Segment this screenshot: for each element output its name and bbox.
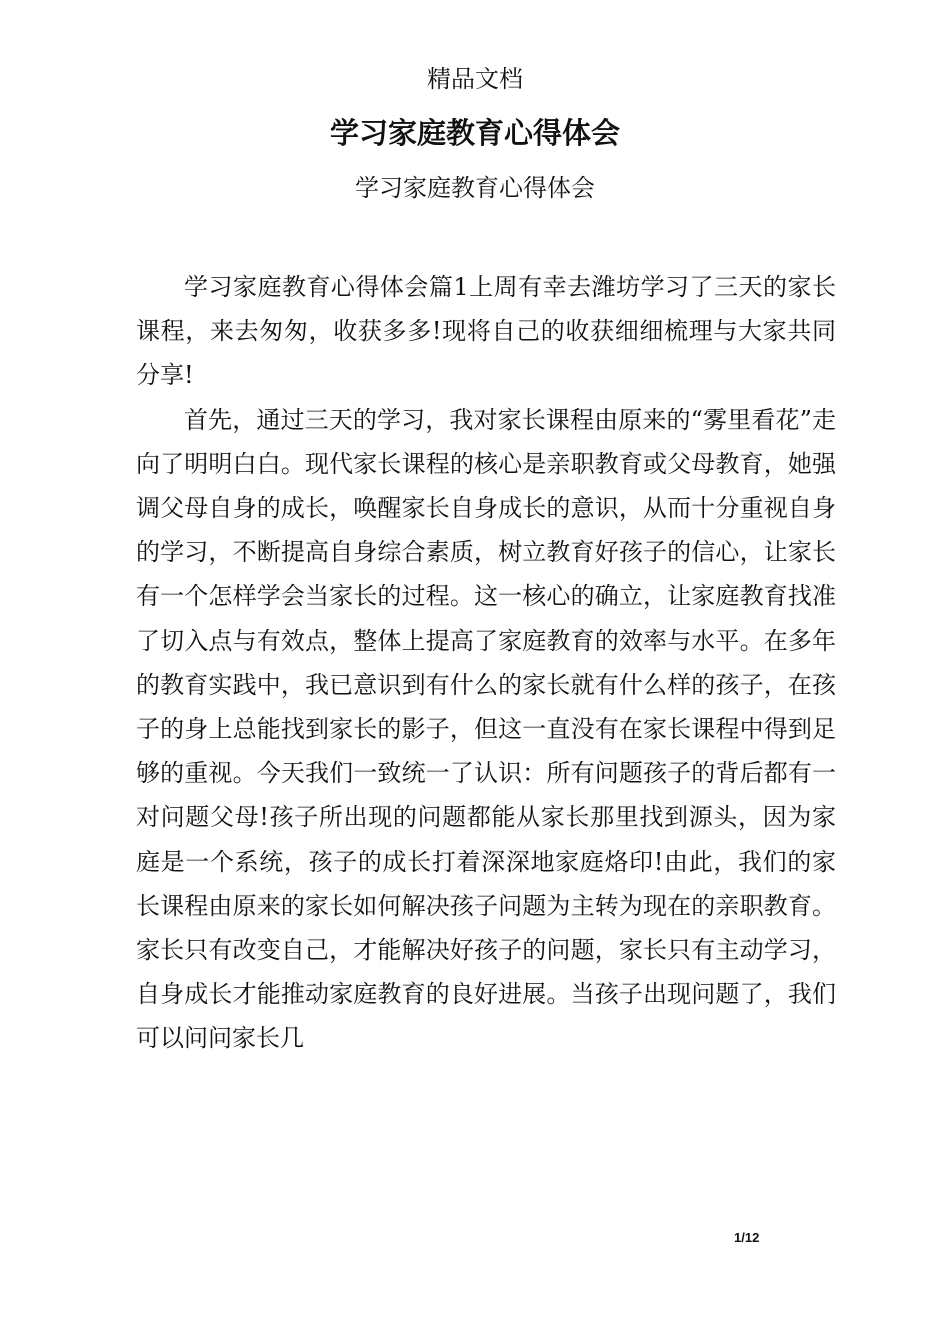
subtitle: 学习家庭教育心得体会 [355, 174, 595, 202]
header-label: 精品文档 [427, 65, 523, 93]
document-body [136, 265, 836, 1061]
page-number: 1/12 [734, 1230, 760, 1245]
paragraph-1: 学习家庭教育心得体会篇1上周有幸去潍坊学习了三天的家长课程，来去匆匆，收获多多!现将自己的收获细细梳理与大家共同分享! [136, 273, 836, 390]
page-title: 学习家庭教育心得体会 [329, 116, 620, 150]
paragraph-2: 首先，通过三天的学习，我对家长课程由原来的“雾里看花”走向了明明白白。现代家长课程的核心是亲职教育或父母教育，她强调父母自身的成长，唤醒家长自身成长的意识，从而十分重视自身的学习，不断提高自身综合素质，树立教育好孩子的信心，让家长有一个怎样学会当家长的过程。这一核心的确立，让家庭教育找准了切入点与有效点，整体上提高了家庭教育的效率与水平。在多年的教育实践中，我已意识到有什么的家长就有什么样的孩子，在孩子的身上总能找到家长的影子，但这一直没有在家长课程中得到足够的重视。今天我们一致统一了认识：所有问题孩子的背后都有一对问题父母!孩子所出现的问题都能从家长那里找到源头，因为家庭是一个系统，孩子的成长打着深深地家庭烙印!由此，我们的家长课程由原来的家长如何解决孩子问题为主转为现在的亲职教育。家长只有改变自己，才能解决好孩子的问题，家长只有主动学习，自身成长才能推动家庭教育的良好进展。当孩子出现问题了，我们可以问问家长几 [136, 405, 836, 1053]
